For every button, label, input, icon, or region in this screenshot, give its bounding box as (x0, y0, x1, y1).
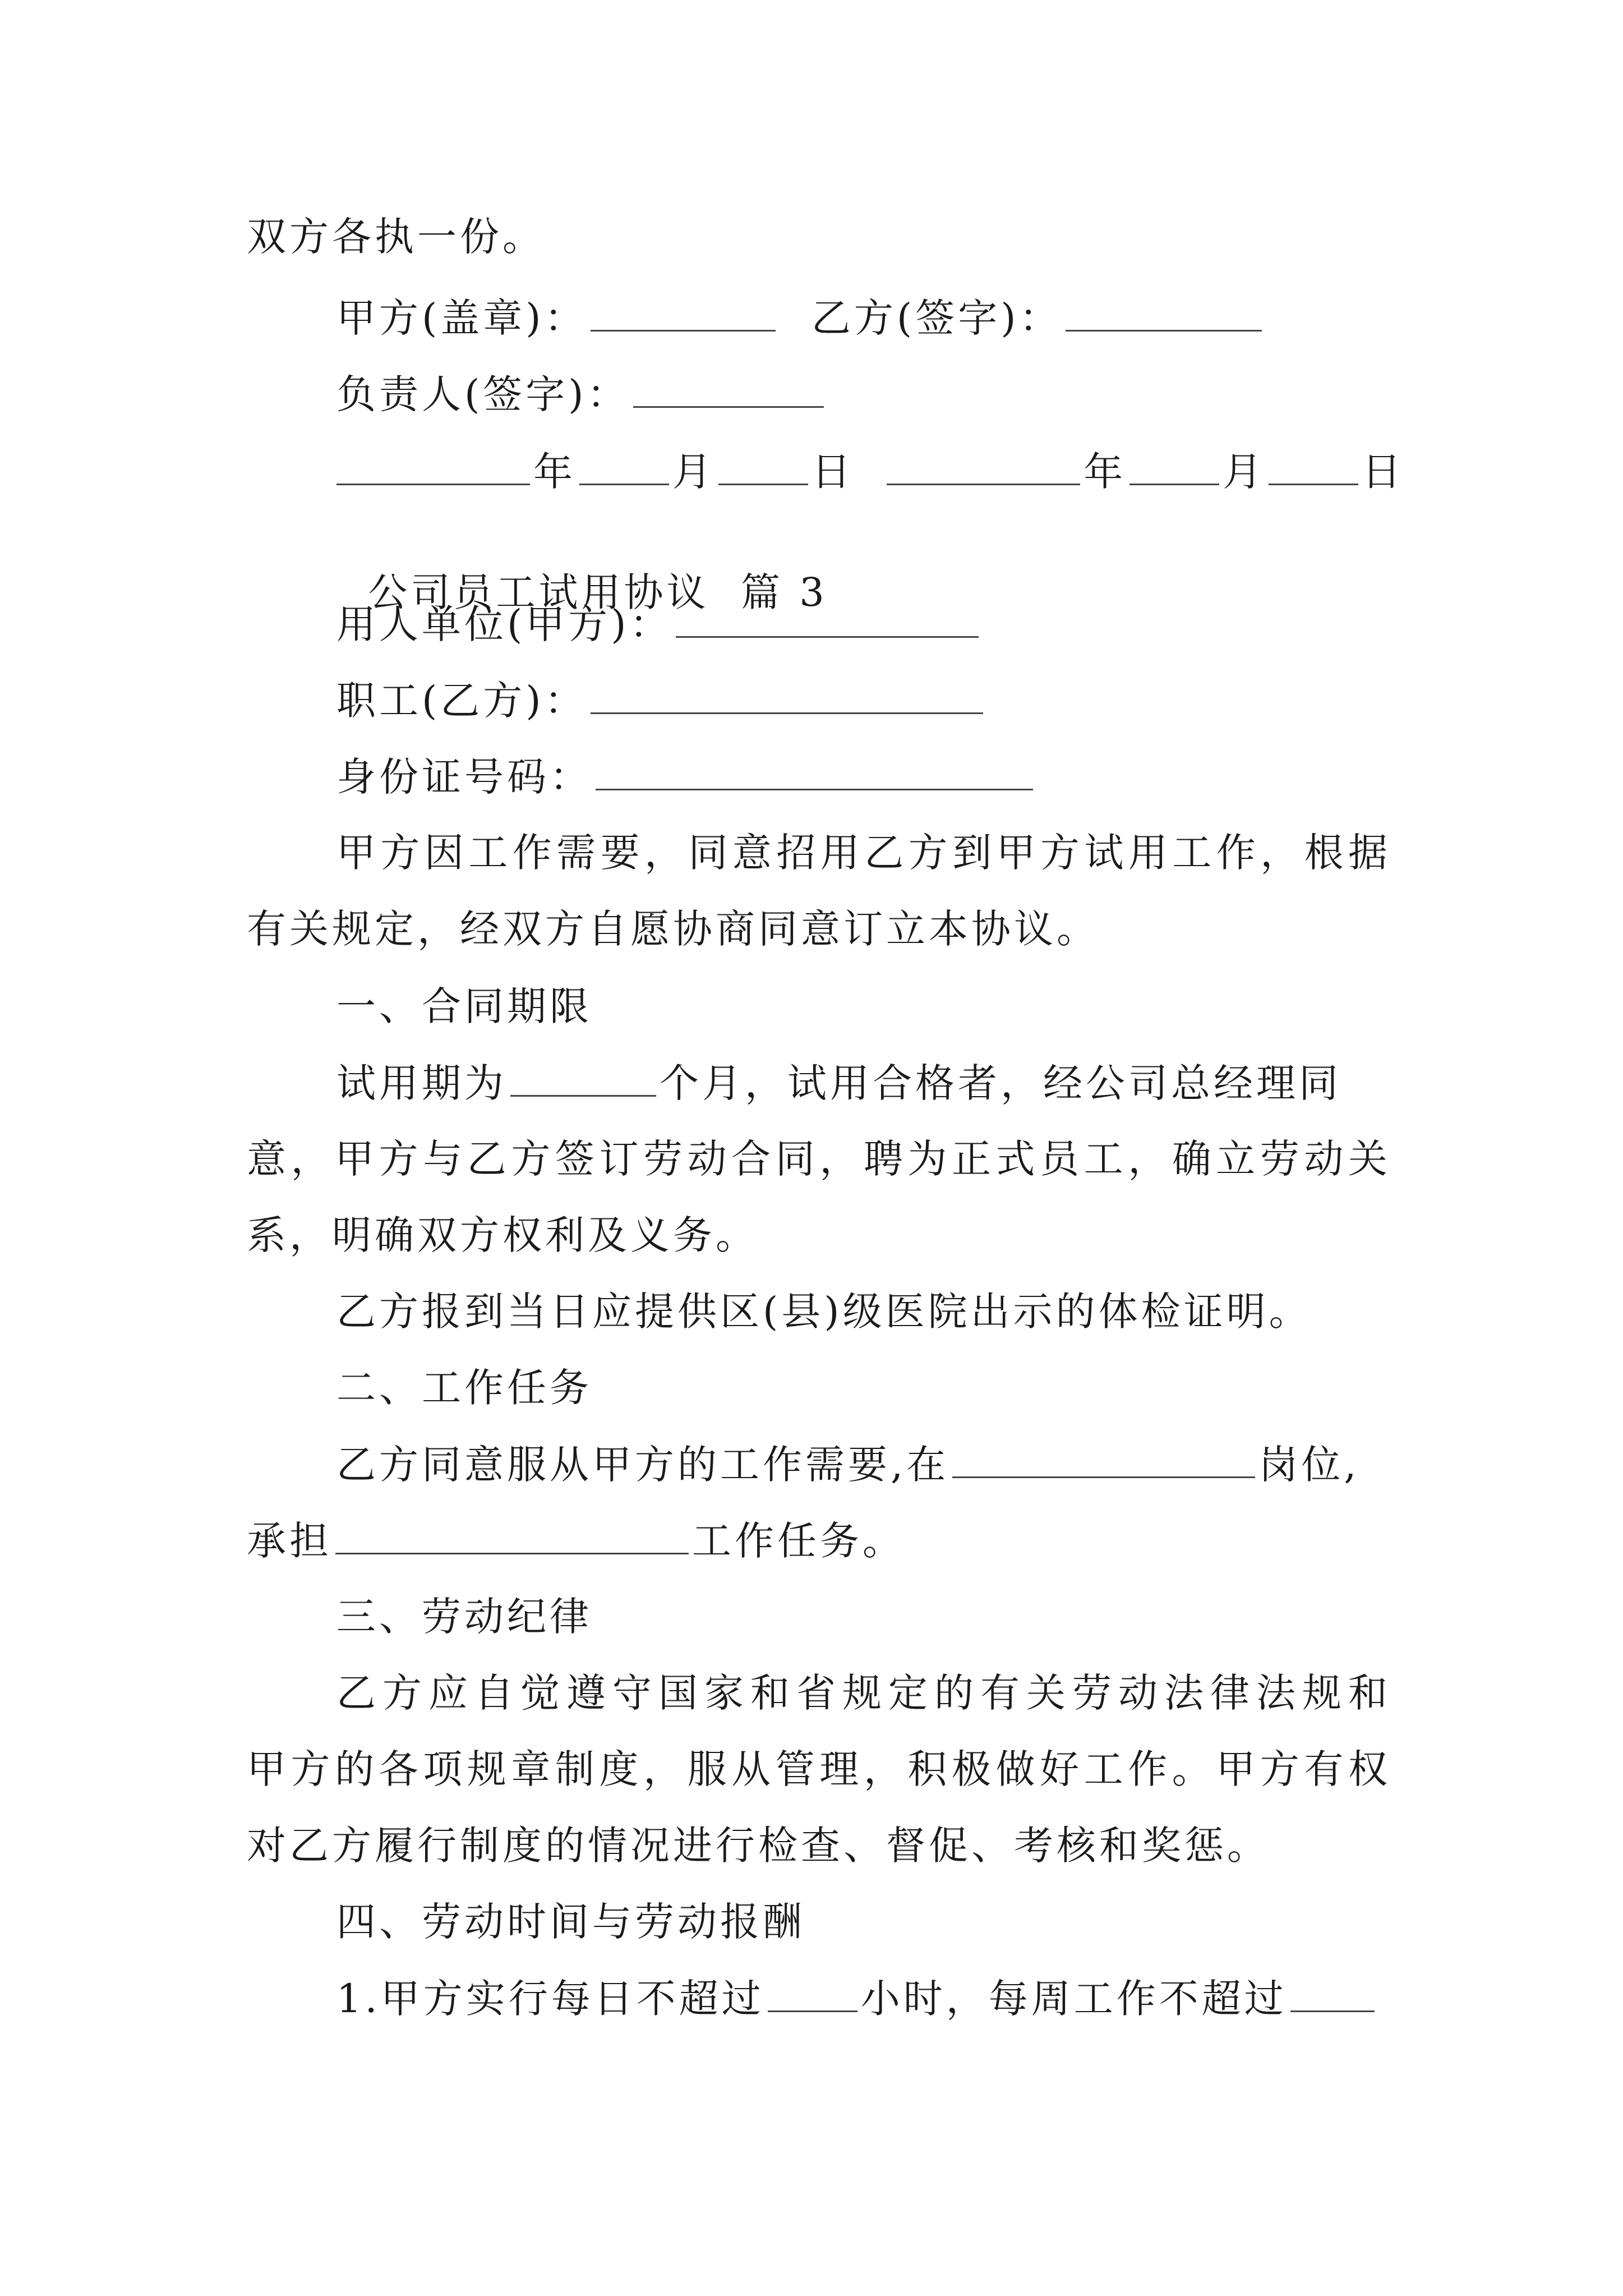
probation-text-cont: 意，甲方与乙方签订劳动合同，聘为正式员工，确立劳动关 (247, 1136, 1391, 1182)
heading-work-tasks (336, 1365, 592, 1410)
month-label: 月 (672, 449, 715, 495)
probation-label: 试用期为 (336, 1060, 507, 1106)
position-line (336, 1442, 1360, 1487)
daily-hours-label: 1.甲方实行每日不超过 (336, 1976, 764, 2022)
discipline-text-end: 对乙方履行制度的情况进行检查、督促、考核和奖惩。 (247, 1823, 1270, 1869)
party-b-sign-blank[interactable] (1066, 295, 1262, 332)
paragraph-line (247, 1213, 758, 1258)
responsible-person-blank[interactable] (633, 371, 824, 408)
date-b-day-blank[interactable] (1269, 449, 1358, 485)
paragraph-line (247, 1137, 1391, 1181)
employer-label: 用人单位(甲方)： (336, 601, 672, 647)
employer-blank[interactable] (676, 601, 979, 638)
responsible-person-label: 负责人(签字)： (336, 371, 630, 417)
heading-text: 三、劳动纪律 (336, 1594, 592, 1640)
weekly-hours-blank[interactable] (1290, 1976, 1375, 2012)
signature-line-parties (336, 295, 1265, 341)
year-label: 年 (533, 449, 576, 495)
date-a-month-blank[interactable] (579, 449, 669, 485)
probation-text: 个月，试用合格者，经公司总经理同 (660, 1060, 1341, 1106)
day-label: 日 (811, 449, 854, 495)
date-b-month-blank[interactable] (1129, 449, 1219, 485)
heading-contract-term (336, 984, 592, 1029)
agreement-title: 公司员工试用协议 篇 3 (368, 569, 828, 615)
tasks-label: 承担 (247, 1518, 332, 1564)
employee-blank[interactable] (591, 678, 983, 714)
position-suffix: 岗位, (1258, 1442, 1360, 1488)
tasks-suffix: 工作任务。 (692, 1518, 905, 1564)
position-blank[interactable] (952, 1442, 1255, 1478)
paragraph-line (336, 1671, 1391, 1715)
paragraph-line (336, 1289, 1312, 1334)
tasks-line (247, 1518, 905, 1563)
employee-label: 职工(乙方)： (336, 678, 587, 724)
paragraph-line (336, 830, 1391, 875)
heading-text: 二、工作任务 (336, 1365, 592, 1411)
intro-text: 甲方因工作需要，同意招用乙方到甲方试用工作，根据 (336, 830, 1391, 876)
discipline-text: 乙方应自觉遵守国家和省规定的有关劳动法律法规和 (336, 1670, 1391, 1716)
employer-line (336, 601, 982, 647)
intro-text-cont: 有关规定，经双方自愿协商同意订立本协议。 (247, 906, 1099, 952)
tasks-blank[interactable] (335, 1518, 689, 1554)
id-number-label: 身份证号码： (336, 754, 592, 800)
id-number-line (336, 754, 1036, 799)
date-line (336, 449, 1404, 494)
heading-text: 四、劳动时间与劳动报酬 (336, 1899, 805, 1945)
probation-line (336, 1060, 1341, 1106)
day-label: 日 (1362, 449, 1405, 495)
employee-line (336, 678, 986, 723)
date-a-day-blank[interactable] (718, 449, 808, 485)
party-a-seal-blank[interactable] (591, 295, 776, 332)
party-a-seal-label: 甲方(盖章)： (336, 295, 587, 341)
medical-cert-text: 乙方报到当日应提供区(县)级医院出示的体检证明。 (336, 1289, 1312, 1335)
paragraph-line (247, 1823, 1270, 1868)
daily-hours-blank[interactable] (768, 1976, 857, 2012)
working-hours-line (336, 1976, 1378, 2021)
date-a-year-blank[interactable] (336, 449, 530, 485)
position-label: 乙方同意服从甲方的工作需要,在 (336, 1442, 949, 1488)
weekly-hours-label: 小时，每周工作不超过 (860, 1976, 1287, 2022)
heading-working-hours-pay (336, 1899, 805, 1944)
text-line (247, 214, 545, 259)
heading-labor-discipline (336, 1594, 592, 1639)
id-number-blank[interactable] (596, 754, 1033, 790)
month-label: 月 (1223, 449, 1266, 495)
paragraph-line (247, 907, 1099, 951)
discipline-text-cont: 甲方的各项规章制度，服从管理，积极做好工作。甲方有权 (247, 1746, 1391, 1792)
signature-line-responsible (336, 371, 827, 417)
probation-months-blank[interactable] (510, 1060, 656, 1097)
party-b-sign-label: 乙方(签字)： (811, 295, 1062, 341)
paragraph-line (247, 1747, 1391, 1792)
paragraph-end: 双方各执一份。 (247, 214, 545, 260)
heading-text: 一、合同期限 (336, 983, 592, 1029)
year-label: 年 (1083, 449, 1127, 495)
probation-text-end: 系，明确双方权利及义务。 (247, 1212, 758, 1258)
date-b-year-blank[interactable] (887, 449, 1080, 485)
